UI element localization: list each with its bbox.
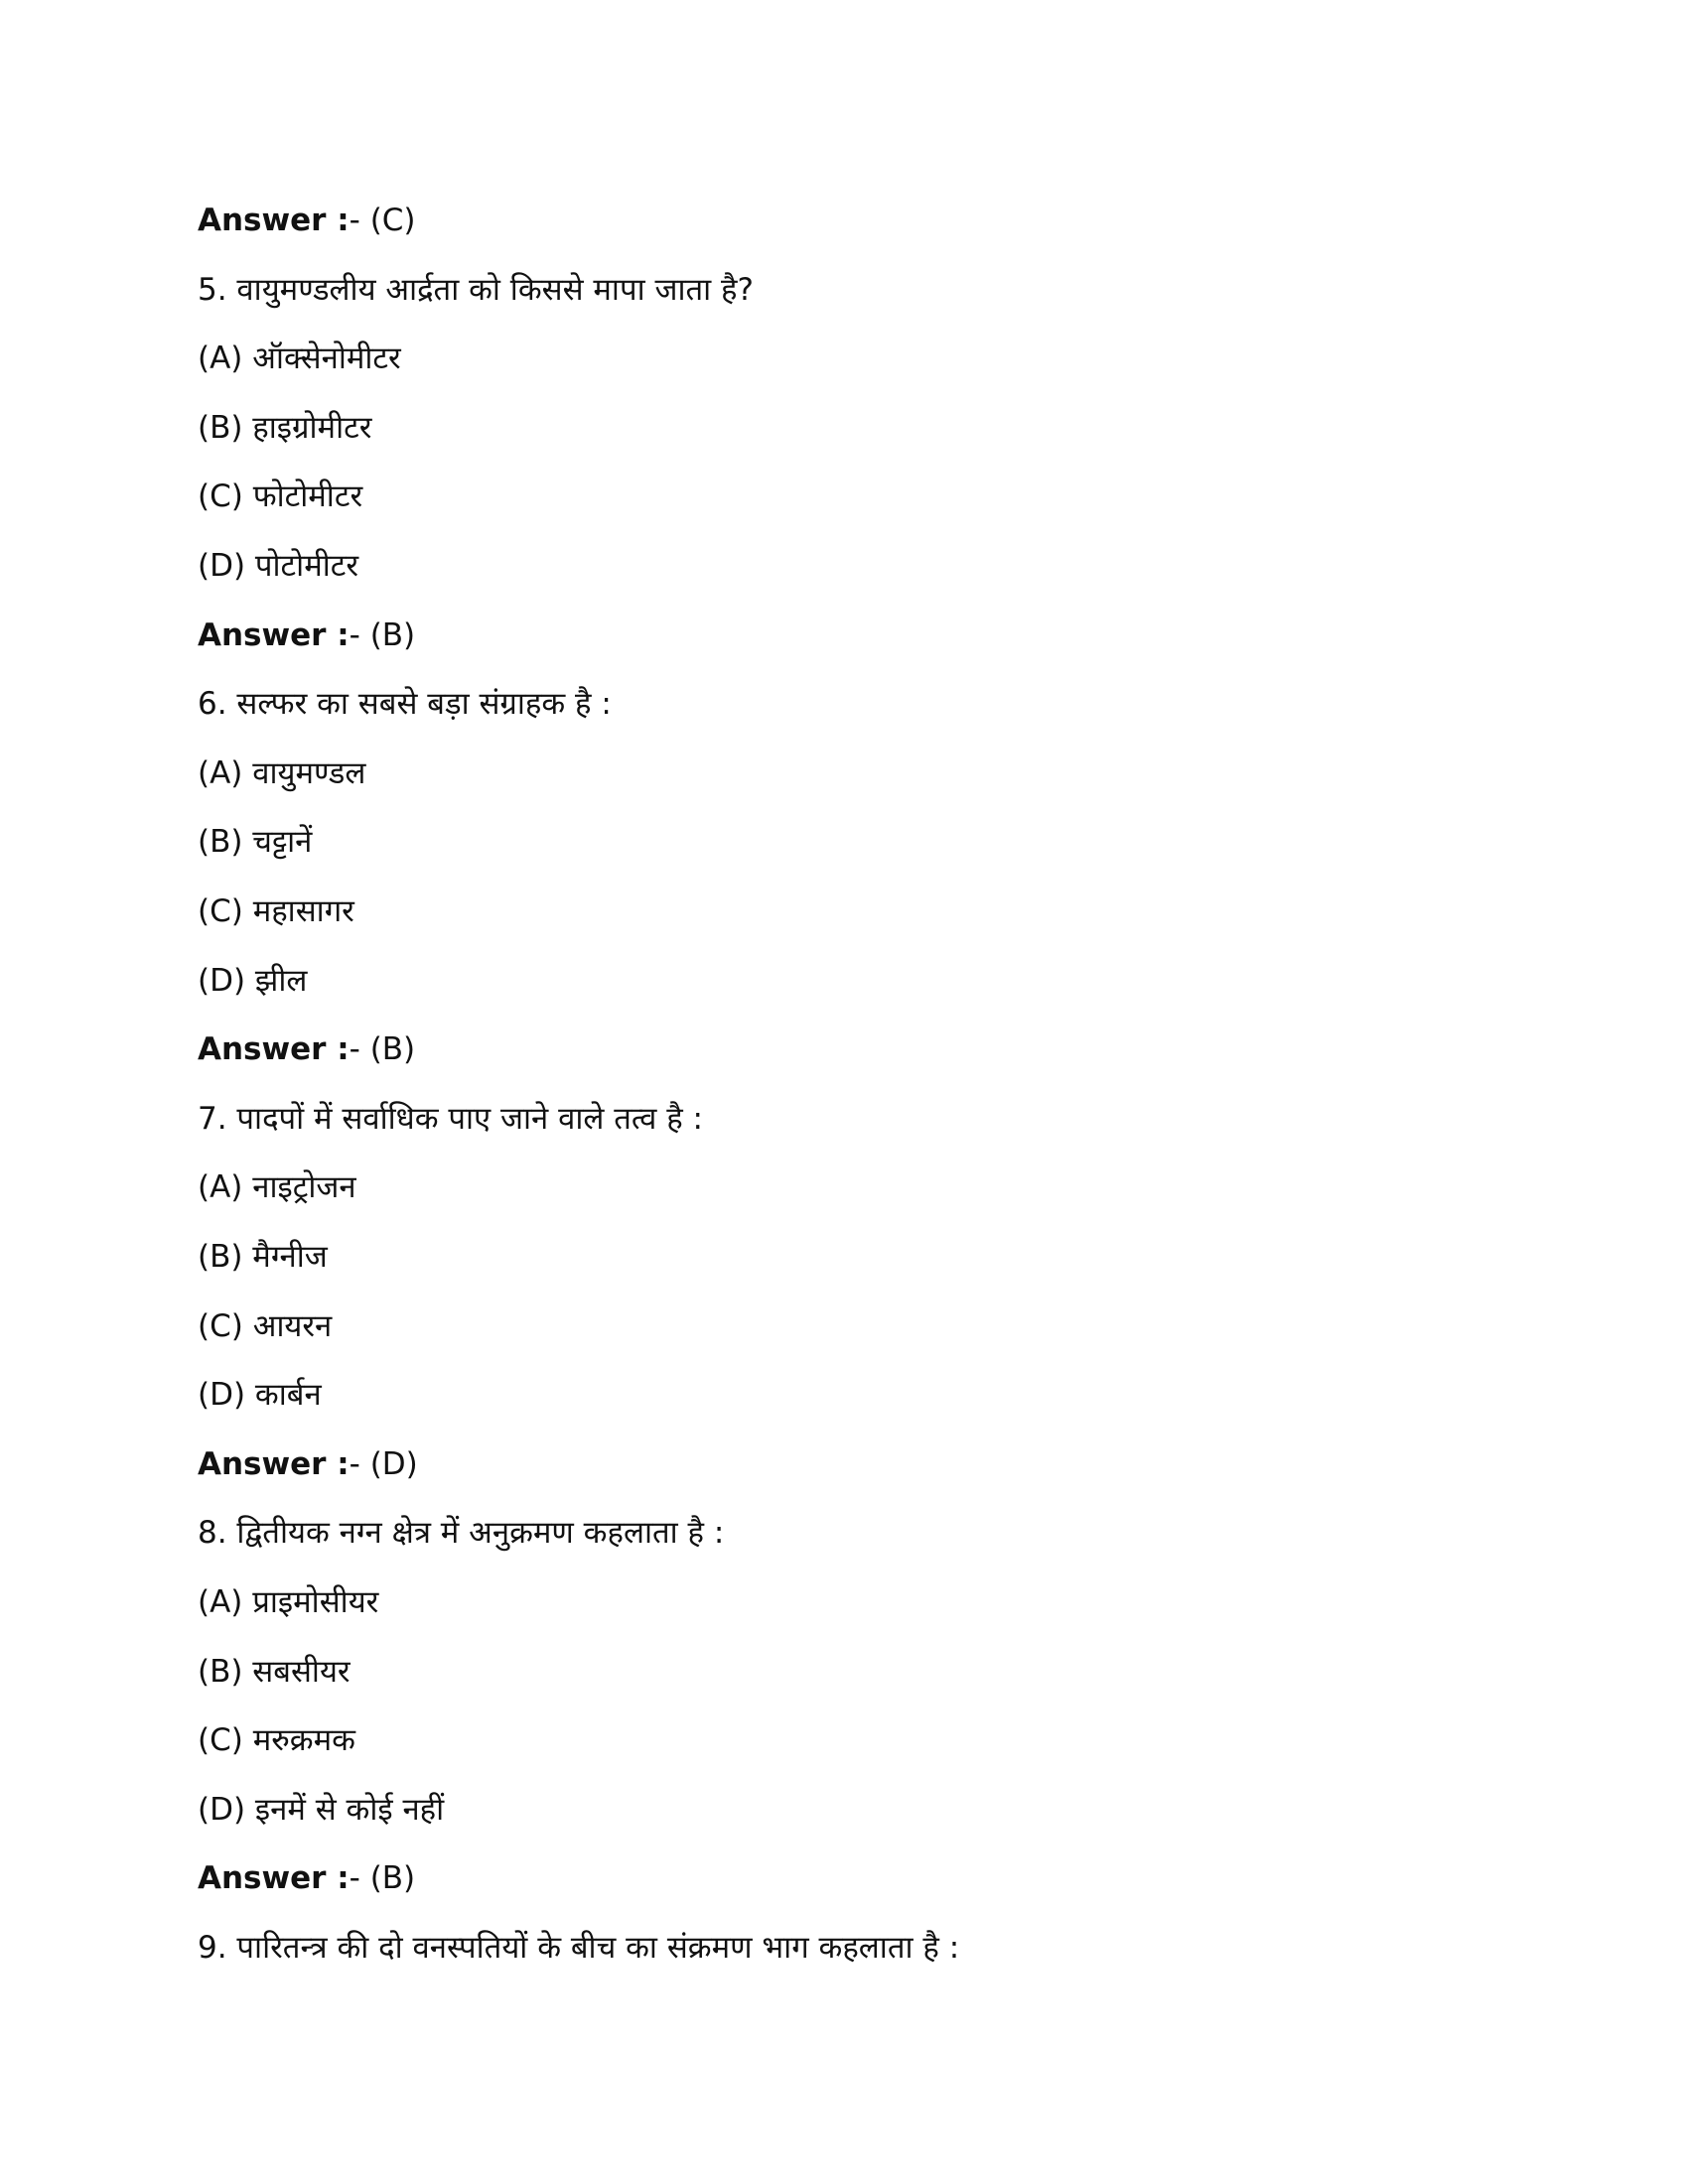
option-text: (D) झील (198, 962, 308, 999)
option-text: (D) पोटोमीटर (198, 548, 359, 584)
question-text: 5. वायुमण्डलीय आर्द्रता को किससे मापा जाता है? (198, 271, 754, 308)
answer-line (198, 1027, 415, 1071)
answer-label: Answer : (198, 1860, 350, 1897)
option-text: (D) इनमें से कोई नहीं (198, 1791, 445, 1828)
question-text: 9. पारितन्त्र की दो वनस्पतियों के बीच का संक्रमण भाग कहलाता है : (198, 1930, 960, 1966)
option-text: (C) मरुक्रमक (198, 1722, 355, 1759)
option-text: (B) चट्टानें (198, 824, 313, 861)
answer-line (198, 199, 416, 242)
option-text: (A) प्राइमोसीयर (198, 1584, 379, 1620)
answer-value: - (B) (349, 1860, 416, 1897)
option-text: (C) महासागर (198, 893, 354, 929)
option-text: (A) वायुमण्डल (198, 754, 366, 791)
answer-value: - (B) (349, 1031, 416, 1068)
answer-line (198, 1442, 418, 1486)
option-text: (D) कार्बन (198, 1377, 322, 1414)
answer-line (198, 1856, 415, 1900)
option-text: (B) सबसीयर (198, 1653, 351, 1690)
answer-value: - (C) (349, 203, 416, 238)
question-text: 7. पादपों में सर्वाधिक पाए जाने वाले तत्व है : (198, 1100, 703, 1137)
option-text: (A) ऑक्सेनोमीटर (198, 341, 401, 377)
option-text: (B) मैग्नीज (198, 1239, 328, 1275)
option-text: (A) नाइट्रोजन (198, 1169, 356, 1206)
answer-label: Answer : (198, 203, 350, 238)
answer-label: Answer : (198, 616, 350, 653)
answer-value: - (D) (349, 1445, 418, 1482)
question-text: 8. द्वितीयक नग्न क्षेत्र में अनुक्रमण कहलाता है : (198, 1515, 725, 1552)
answer-label: Answer : (198, 1445, 350, 1482)
option-text: (C) आयरन (198, 1307, 333, 1344)
option-text: (C) फोटोमीटर (198, 478, 363, 515)
question-text: 6. सल्फर का सबसे बड़ा संग्राहक है : (198, 686, 612, 723)
option-text: (B) हाइग्रोमीटर (198, 409, 372, 446)
answer-label: Answer : (198, 1031, 350, 1068)
answer-value: - (B) (349, 616, 416, 653)
answer-line (198, 614, 415, 657)
